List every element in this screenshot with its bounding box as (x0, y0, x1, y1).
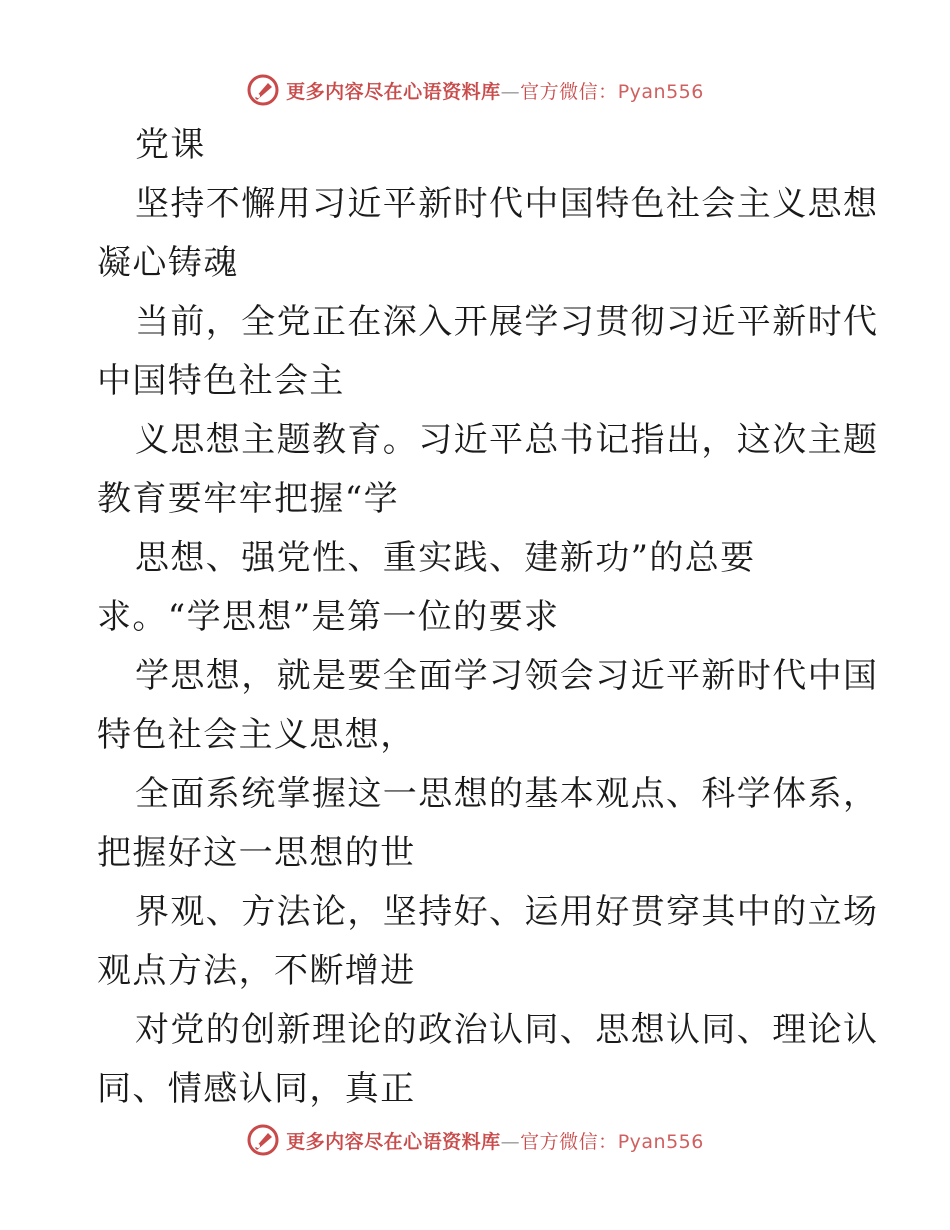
watermark-separator: — (500, 1130, 521, 1153)
watermark-text (286, 77, 704, 104)
watermark-suffix: 官方微信： (520, 1130, 618, 1153)
text-line: 义思想主题教育。习近平总书记指出，这次主题 (135, 420, 879, 460)
document-body (97, 116, 879, 1119)
watermark-main: 更多内容尽在心语资料库 (286, 80, 501, 103)
watermark-id: Pyan556 (617, 1130, 704, 1153)
text-line: 教育要牢牢把握“学 (97, 479, 399, 519)
footer-watermark (0, 1120, 950, 1160)
text-line: 同、情感认同，真正 (97, 1069, 416, 1109)
text-line: 凝心铸魂 (97, 243, 239, 283)
text-line: 界观、方法论，坚持好、运用好贯穿其中的立场 (135, 892, 879, 932)
text-line: 特色社会主义思想， (97, 715, 416, 755)
text-line: 坚持不懈用习近平新时代中国特色社会主义思想 (135, 184, 879, 224)
text-line: 把握好这一思想的世 (97, 833, 416, 873)
text-line: 求。“学思想”是第一位的要求 (97, 597, 560, 637)
pen-nib-icon (246, 1123, 280, 1157)
header-watermark (0, 70, 950, 110)
watermark-text (286, 1127, 704, 1154)
text-line: 对党的创新理论的政治认同、思想认同、理论认 (135, 1010, 879, 1050)
text-line: 学思想，就是要全面学习领会习近平新时代中国 (135, 656, 879, 696)
watermark-main: 更多内容尽在心语资料库 (286, 1130, 501, 1153)
text-line: 当前，全党正在深入开展学习贯彻习近平新时代 (135, 302, 879, 342)
pen-nib-icon (246, 73, 280, 107)
text-line: 全面系统掌握这一思想的基本观点、科学体系， (135, 774, 879, 814)
text-line: 观点方法，不断增进 (97, 951, 416, 991)
text-line: 中国特色社会主 (97, 361, 345, 401)
text-line: 党课 (135, 125, 206, 165)
text-line: 思想、强党性、重实践、建新功”的总要 (135, 538, 756, 578)
watermark-separator: — (500, 80, 521, 103)
watermark-id: Pyan556 (617, 80, 704, 103)
watermark-suffix: 官方微信： (520, 80, 618, 103)
